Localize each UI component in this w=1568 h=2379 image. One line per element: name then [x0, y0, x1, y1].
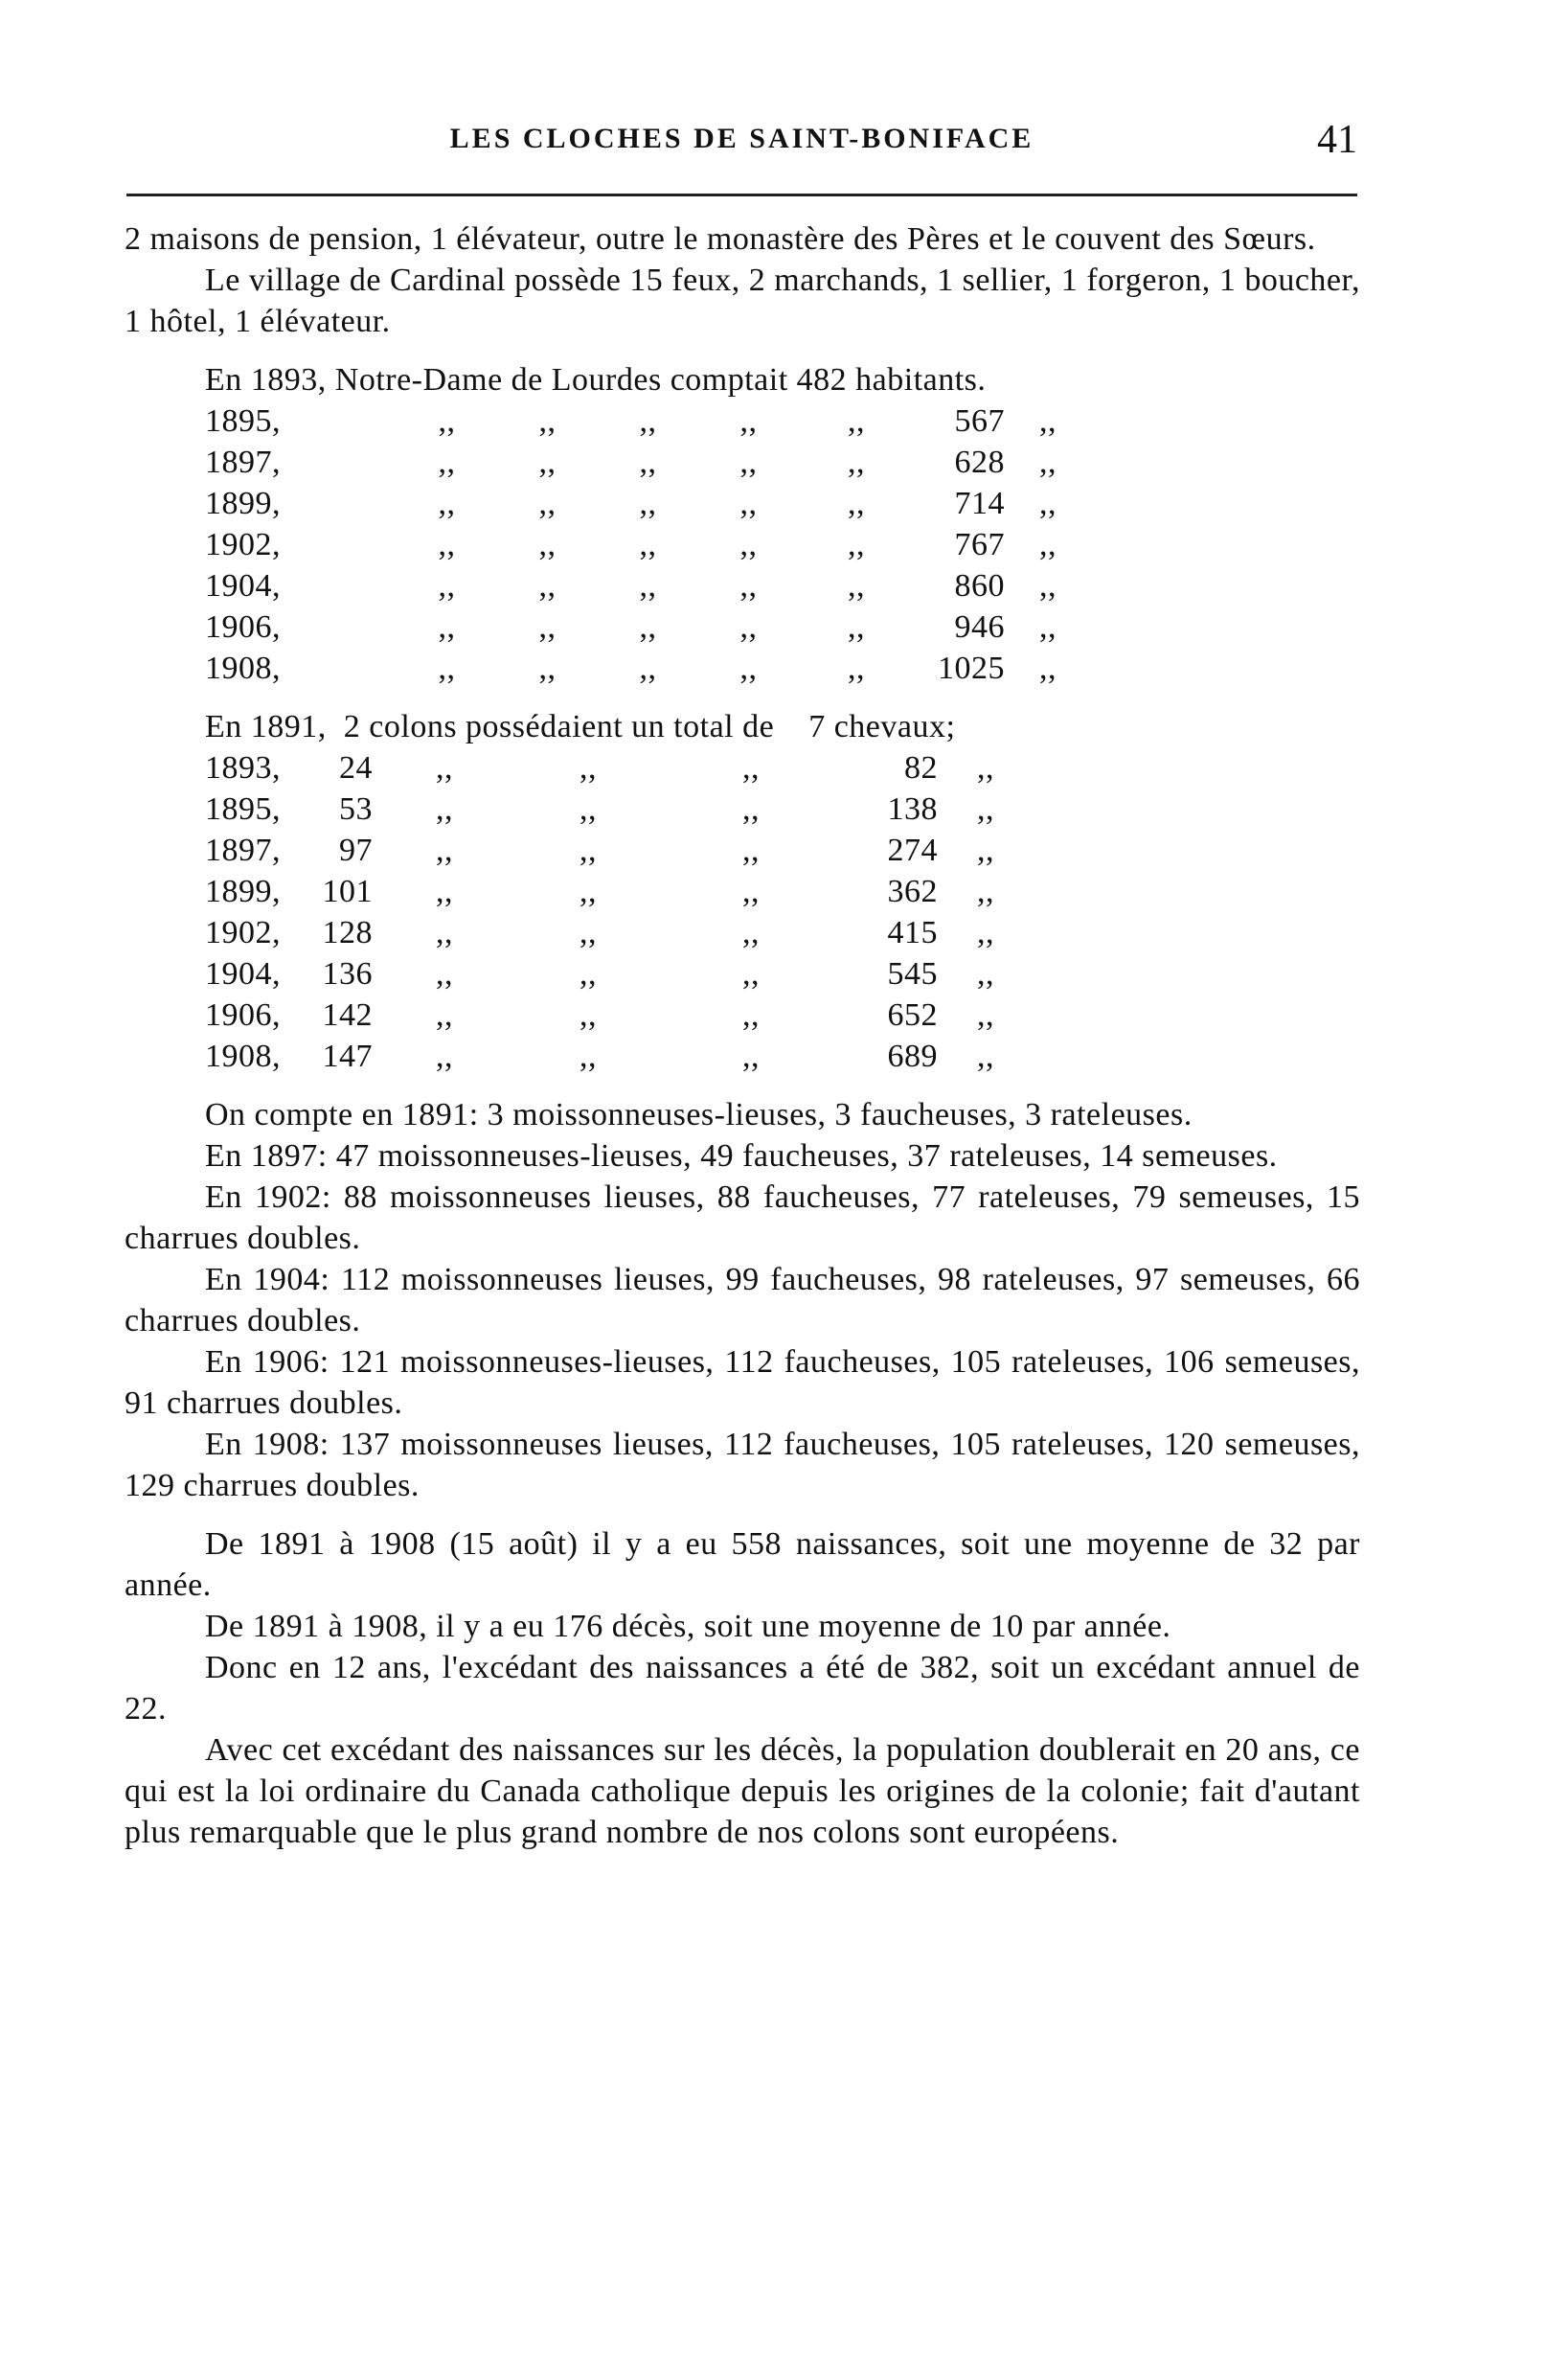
ditto-mark: ,, [742, 997, 760, 1033]
colons-count: 147 [322, 1039, 373, 1074]
ditto-mark: ,, [977, 791, 994, 827]
population-year: 1908, [205, 651, 281, 686]
colons-row [205, 912, 1034, 953]
ditto-mark: ,, [848, 527, 865, 562]
population-lead: En 1893, Notre-Dame de Lourdes comptait [205, 362, 788, 398]
ditto-mark: ,, [538, 568, 557, 604]
population-value: 1025 [938, 651, 1005, 686]
population-value: 628 [954, 445, 1005, 480]
colons-lead-suffix: chevaux; [833, 709, 956, 744]
machinery-paragraph: En 1908: 137 moissonneuses lieuses, 112 faucheuses, 105 rateleuses, 120 semeuses, 129 charrues doubles. [125, 1427, 1360, 1503]
colons-year: 1895, [205, 791, 281, 827]
ditto-mark: ,, [538, 651, 557, 686]
colons-horses: 274 [887, 833, 938, 868]
colons-year: 1893, [205, 750, 281, 786]
colons-rows [205, 747, 1034, 1077]
ditto-mark: ,, [579, 1039, 597, 1074]
closing-paragraph: De 1891 à 1908, il y a eu 176 décès, soit une moyenne de 10 par année. [205, 1609, 1171, 1644]
machinery-paragraph: On compte en 1891: 3 moissonneuses-lieuses, 3 faucheuses, 3 rateleuses. [205, 1097, 1193, 1132]
ditto-mark: ,, [848, 651, 865, 686]
page-number: 41 [1317, 118, 1357, 162]
colons-lead-count: 2 [343, 709, 361, 744]
closing-paragraph: De 1891 à 1908 (15 août) il y a eu 558 naissances, soit une moyenne de 32 par année. [125, 1526, 1360, 1603]
colons-lead-horses: 7 [808, 709, 826, 744]
ditto-mark: ,, [538, 609, 557, 645]
machinery-paragraph: En 1897: 47 moissonneuses-lieuses, 49 faucheuses, 37 rateleuses, 14 semeuses. [205, 1138, 1278, 1174]
population-rows [205, 400, 1091, 689]
colons-horses: 689 [887, 1039, 938, 1074]
ditto-mark: ,, [977, 1039, 994, 1074]
ditto-mark: ,, [579, 956, 597, 992]
ditto-mark: ,, [579, 833, 597, 868]
ditto-mark: ,, [639, 486, 657, 521]
colons-horses: 415 [887, 915, 938, 950]
colons-lead-prefix: En 1891, [205, 709, 327, 744]
ditto-mark: ,, [639, 445, 657, 480]
ditto-mark: ,, [538, 403, 557, 439]
colons-count: 142 [322, 997, 373, 1033]
ditto-mark: ,, [742, 833, 760, 868]
colons-count: 53 [339, 791, 373, 827]
ditto-mark: ,, [977, 750, 994, 786]
population-row [205, 648, 1091, 689]
ditto-mark: ,, [438, 527, 456, 562]
colons-count: 128 [322, 915, 373, 950]
running-title: LES CLOCHES DE SAINT-BONIFACE [449, 123, 1034, 154]
ditto-mark: ,, [579, 874, 597, 909]
ditto-mark: ,, [1039, 651, 1057, 686]
ditto-mark: ,, [1039, 527, 1057, 562]
ditto-mark: ,, [438, 403, 456, 439]
machinery-section [125, 1094, 1360, 1506]
colons-count: 24 [339, 750, 373, 786]
ditto-mark: ,, [436, 833, 453, 868]
colons-row [205, 871, 1034, 912]
colons-lead-mid: colons possédaient un total de [369, 709, 775, 744]
colons-year: 1906, [205, 997, 281, 1033]
population-value: 946 [954, 609, 1005, 645]
population-row [205, 400, 1091, 442]
population-year: 1906, [205, 609, 281, 645]
ditto-mark: ,, [639, 651, 657, 686]
paragraph-cardinal: Le village de Cardinal possède 15 feux, 2 marchands, 1 sellier, 1 forgeron, 1 boucher, 1 hôtel, 1 élévateur. [125, 263, 1360, 339]
population-row [205, 606, 1091, 648]
ditto-mark: ,, [436, 997, 453, 1033]
population-row [205, 483, 1091, 524]
ditto-mark: ,, [438, 651, 456, 686]
ditto-mark: ,, [639, 609, 657, 645]
ditto-mark: ,, [438, 568, 456, 604]
ditto-mark: ,, [579, 915, 597, 950]
ditto-mark: ,, [639, 527, 657, 562]
spacer [125, 1077, 1360, 1094]
colons-horses: 545 [887, 956, 938, 992]
ditto-mark: ,, [436, 915, 453, 950]
ditto-mark: ,, [1039, 568, 1057, 604]
ditto-mark: ,, [1039, 486, 1057, 521]
colons-horses: 652 [887, 997, 938, 1033]
ditto-mark: ,, [639, 568, 657, 604]
ditto-mark: ,, [742, 1039, 760, 1074]
colons-year: 1908, [205, 1039, 281, 1074]
closing-section [125, 1523, 1360, 1853]
ditto-mark: ,, [848, 403, 865, 439]
population-value: 860 [954, 568, 1005, 604]
ditto-mark: ,, [848, 486, 865, 521]
ditto-mark: ,, [848, 445, 865, 480]
colons-year: 1897, [205, 833, 281, 868]
ditto-mark: ,, [538, 445, 557, 480]
colons-row [205, 789, 1034, 830]
colons-row [205, 747, 1034, 789]
body-text [125, 218, 1360, 1853]
ditto-mark: ,, [977, 956, 994, 992]
ditto-mark: ,, [639, 403, 657, 439]
ditto-mark: ,, [538, 486, 557, 521]
ditto-mark: ,, [742, 956, 760, 992]
ditto-mark: ,, [1039, 445, 1057, 480]
ditto-mark: ,, [538, 527, 557, 562]
ditto-mark: ,, [579, 791, 597, 827]
ditto-mark: ,, [742, 915, 760, 950]
colons-row [205, 953, 1034, 995]
population-year: 1897, [205, 445, 281, 480]
colons-lead-row [125, 706, 1360, 747]
ditto-mark: ,, [739, 568, 758, 604]
ditto-mark: ,, [438, 486, 456, 521]
ditto-mark: ,, [739, 527, 758, 562]
ditto-mark: ,, [739, 486, 758, 521]
population-year: 1904, [205, 568, 281, 604]
ditto-mark: ,, [579, 997, 597, 1033]
ditto-mark: ,, [977, 833, 994, 868]
ditto-mark: ,, [848, 568, 865, 604]
ditto-mark: ,, [436, 750, 453, 786]
running-head [126, 118, 1357, 176]
population-first-unit: habitants. [855, 362, 987, 398]
ditto-mark: ,, [436, 1039, 453, 1074]
ditto-mark: ,, [742, 750, 760, 786]
colons-row [205, 995, 1034, 1036]
spacer [125, 1506, 1360, 1523]
ditto-mark: ,, [579, 750, 597, 786]
machinery-paragraph: En 1902: 88 moissonneuses lieuses, 88 faucheuses, 77 rateleuses, 79 semeuses, 15 charrues doubles. [125, 1179, 1360, 1256]
population-row [205, 524, 1091, 565]
colons-year: 1904, [205, 956, 281, 992]
ditto-mark: ,, [739, 609, 758, 645]
population-value: 714 [954, 486, 1005, 521]
machinery-paragraph: En 1906: 121 moissonneuses-lieuses, 112 faucheuses, 105 rateleuses, 106 semeuses, 91 charrues doubles. [125, 1344, 1360, 1421]
ditto-mark: ,, [436, 874, 453, 909]
ditto-mark: ,, [977, 874, 994, 909]
colons-count: 136 [322, 956, 373, 992]
ditto-mark: ,, [742, 791, 760, 827]
colons-year: 1899, [205, 874, 281, 909]
ditto-mark: ,, [438, 445, 456, 480]
population-table [125, 359, 986, 400]
header-rule [126, 194, 1357, 196]
colons-horses: 362 [887, 874, 938, 909]
population-year: 1899, [205, 486, 281, 521]
closing-paragraph: Avec cet excédant des naissances sur les décès, la population doublerait en 20 ans, ce qui est la loi ordinaire du Canada catholique depuis les origines de la colonie; fait d'autant plus remarquable que le plus grand nombre de nos colons sont européens. [125, 1732, 1360, 1850]
ditto-mark: ,, [977, 997, 994, 1033]
spacer [125, 689, 1360, 706]
colons-count: 101 [322, 874, 373, 909]
population-year: 1895, [205, 403, 281, 439]
spacer [125, 342, 1360, 359]
ditto-mark: ,, [739, 651, 758, 686]
colons-row [205, 1036, 1034, 1077]
ditto-mark: ,, [436, 791, 453, 827]
colons-horses: 82 [904, 750, 938, 786]
ditto-mark: ,, [438, 609, 456, 645]
colons-horses: 138 [887, 791, 938, 827]
population-value: 567 [954, 403, 1005, 439]
ditto-mark: ,, [1039, 609, 1057, 645]
colons-year: 1902, [205, 915, 281, 950]
ditto-mark: ,, [1039, 403, 1057, 439]
population-first-value: 482 [796, 362, 848, 398]
closing-paragraph: Donc en 12 ans, l'excédant des naissances a été de 382, soit un excédant annuel de 22. [125, 1650, 1360, 1727]
ditto-mark: ,, [436, 956, 453, 992]
paragraph-intro: 2 maisons de pension, 1 élévateur, outre le monastère des Pères et le couvent des Sœurs. [125, 221, 1316, 257]
population-value: 767 [954, 527, 1005, 562]
population-row [205, 442, 1091, 483]
ditto-mark: ,, [742, 874, 760, 909]
population-lead-row [125, 359, 986, 400]
colons-count: 97 [339, 833, 373, 868]
ditto-mark: ,, [739, 403, 758, 439]
machinery-paragraph: En 1904: 112 moissonneuses lieuses, 99 faucheuses, 98 rateleuses, 97 semeuses, 66 charrues doubles. [125, 1262, 1360, 1338]
ditto-mark: ,, [848, 609, 865, 645]
population-year: 1902, [205, 527, 281, 562]
ditto-mark: ,, [739, 445, 758, 480]
colons-row [205, 830, 1034, 871]
population-row [205, 565, 1091, 606]
ditto-mark: ,, [977, 915, 994, 950]
